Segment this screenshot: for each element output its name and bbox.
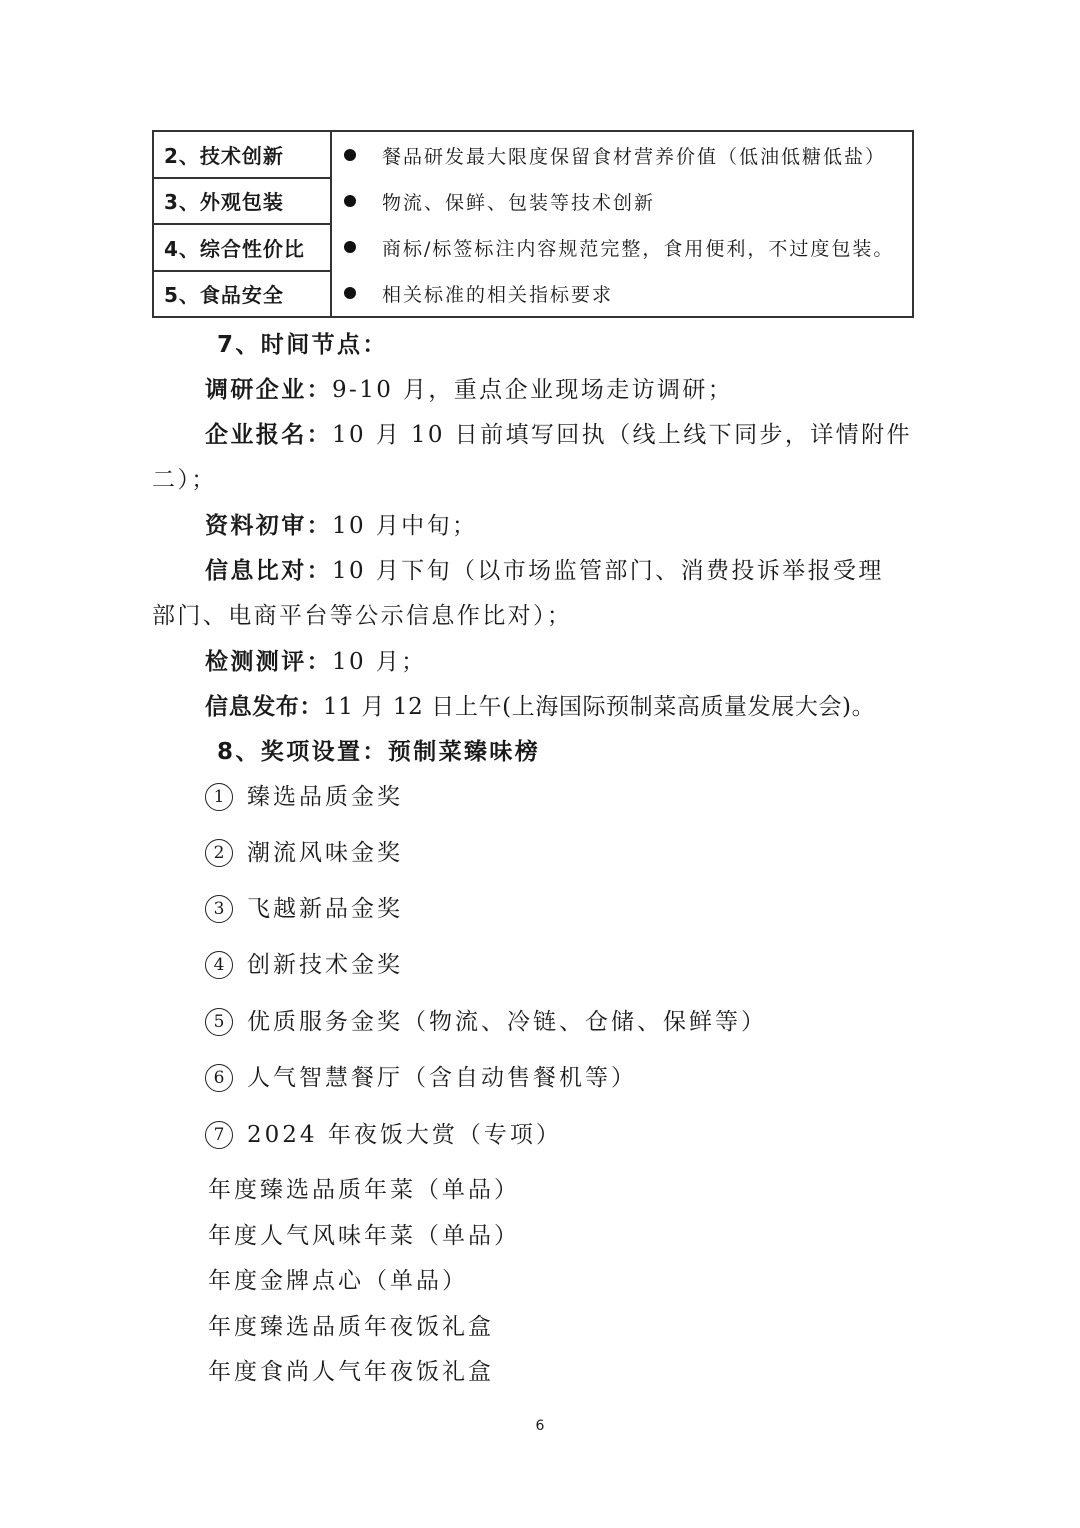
award-item (205, 1061, 637, 1095)
circled-number: 7 (205, 1121, 233, 1149)
criteria-item-text: 物流、保鲜、包装等技术创新 (382, 191, 656, 214)
schedule-text: 10 月下旬（以市场监管部门、消费投诉举报受理 (332, 558, 884, 584)
circled-number: 6 (205, 1064, 233, 1092)
criteria-items-cell (331, 131, 913, 317)
award-text: 人气智慧餐厅（含自动售餐机等） (247, 1065, 637, 1091)
criteria-item-text: 相关标准的相关指标要求 (382, 283, 614, 306)
schedule-text: 10 月中旬； (332, 513, 478, 539)
circled-number: 4 (205, 951, 233, 979)
section-8-heading: 8、奖项设置：预制菜臻味榜 (217, 739, 541, 765)
bullet-icon (344, 195, 356, 207)
section-7-heading: 7、时间节点： (217, 332, 388, 358)
schedule-signup (205, 418, 912, 452)
schedule-review (205, 509, 477, 543)
schedule-text: 10 月； (332, 649, 427, 675)
schedule-label: 企业报名： (205, 422, 332, 448)
circled-number: 5 (205, 1008, 233, 1036)
schedule-compare (205, 554, 884, 588)
award-item (205, 948, 403, 982)
schedule-label: 检测测评： (205, 649, 332, 675)
bullet-icon (344, 241, 356, 253)
schedule-text: 10 月 10 日前填写回执（线上线下同步，详情附件 (332, 422, 912, 448)
award-item (205, 780, 403, 814)
schedule-compare-continued: 部门、电商平台等公示信息作比对）； (152, 603, 573, 629)
annual-award: 年度金牌点心（单品） (208, 1268, 468, 1294)
annual-award: 年度食尚人气年夜饭礼盒 (208, 1359, 494, 1385)
award-item (205, 892, 403, 926)
criteria-name: 3、外观包装 (153, 178, 331, 225)
bullet-icon (344, 149, 356, 161)
annual-award: 年度臻选品质年菜（单品） (208, 1177, 520, 1203)
criteria-item-text: 商标/标签标注内容规范完整，食用便利，不过度包装。 (382, 237, 895, 260)
circled-number: 1 (205, 783, 233, 811)
evaluation-criteria-table (152, 130, 914, 318)
table-row (153, 131, 913, 178)
schedule-signup-continued: 二）； (152, 467, 217, 493)
criteria-name: 2、技术创新 (153, 131, 331, 178)
annual-award: 年度人气风味年菜（单品） (208, 1223, 520, 1249)
schedule-label: 调研企业： (205, 377, 332, 403)
award-item (205, 1118, 562, 1152)
criteria-name: 4、综合性价比 (153, 224, 331, 271)
schedule-label: 资料初审： (205, 513, 332, 539)
award-text: 创新技术金奖 (247, 952, 403, 978)
award-text: 优质服务金奖（物流、冷链、仓储、保鲜等） (247, 1009, 767, 1035)
schedule-survey (205, 373, 733, 407)
schedule-testing (205, 645, 427, 679)
schedule-release (205, 690, 875, 724)
schedule-text: 11 月 12 日上午(上海国际预制菜高质量发展大会)。 (323, 694, 876, 720)
criteria-item (344, 224, 912, 270)
criteria-item (344, 178, 912, 224)
circled-number: 3 (205, 895, 233, 923)
circled-number: 2 (205, 839, 233, 867)
award-item (205, 1005, 767, 1039)
criteria-item (344, 270, 912, 316)
schedule-label: 信息比对： (205, 558, 332, 584)
criteria-name: 5、食品安全 (153, 271, 331, 318)
award-item (205, 836, 403, 870)
criteria-item (344, 132, 912, 178)
award-text: 臻选品质金奖 (247, 784, 403, 810)
page-number: 6 (535, 1418, 545, 1434)
award-text: 2024 年夜饭大赏（专项） (247, 1122, 562, 1148)
annual-award: 年度臻选品质年夜饭礼盒 (208, 1314, 494, 1340)
bullet-icon (344, 287, 356, 299)
award-text: 潮流风味金奖 (247, 840, 403, 866)
schedule-text: 9-10 月，重点企业现场走访调研； (332, 377, 734, 403)
schedule-label: 信息发布： (205, 694, 323, 720)
award-text: 飞越新品金奖 (247, 896, 403, 922)
criteria-item-text: 餐品研发最大限度保留食材营养价值（低油低糖低盐） (382, 145, 887, 168)
